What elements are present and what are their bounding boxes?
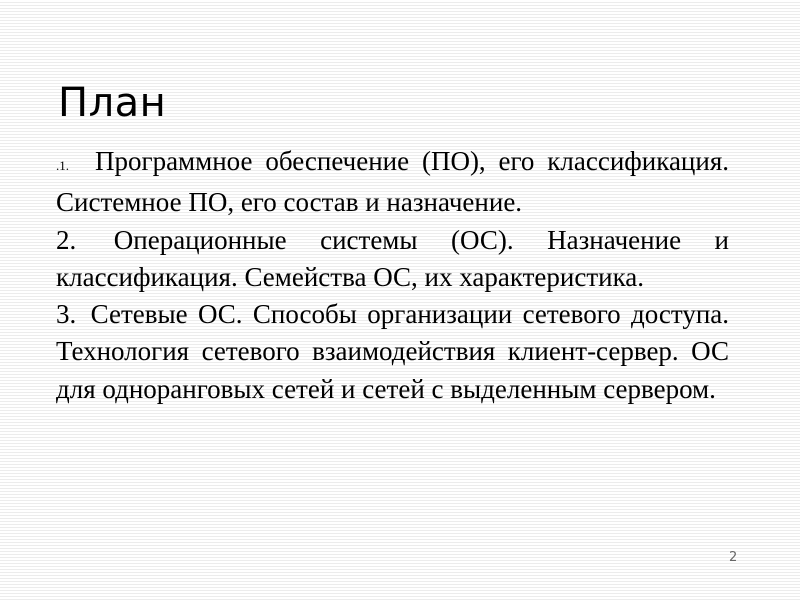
plan-item-2-number: 2. <box>56 224 77 255</box>
plan-item-3-number: 3. <box>56 299 77 330</box>
plan-item-2-text: Операционные системы (ОС). Назначение и классификация. Семейства ОС, их характеристика. <box>56 224 730 292</box>
plan-item-3 <box>56 296 729 408</box>
page-number: 2 <box>729 550 738 565</box>
plan-item-1-number: .1. <box>56 158 69 173</box>
plan-item-2 <box>56 222 729 297</box>
plan-list <box>56 143 729 408</box>
plan-item-3-text: Сетевые ОС. Способы организации сетевого доступа. Технология сетевого взаимодействия клиент-сервер. ОС для одноранговых сетей и сетей с выделенным сервером. <box>56 299 730 404</box>
plan-item-1-text: Программное обеспечение (ПО), его классификация. Системное ПО, его состав и назначение. <box>56 146 729 218</box>
plan-item-1 <box>56 143 729 222</box>
slide-title: План <box>58 80 167 126</box>
